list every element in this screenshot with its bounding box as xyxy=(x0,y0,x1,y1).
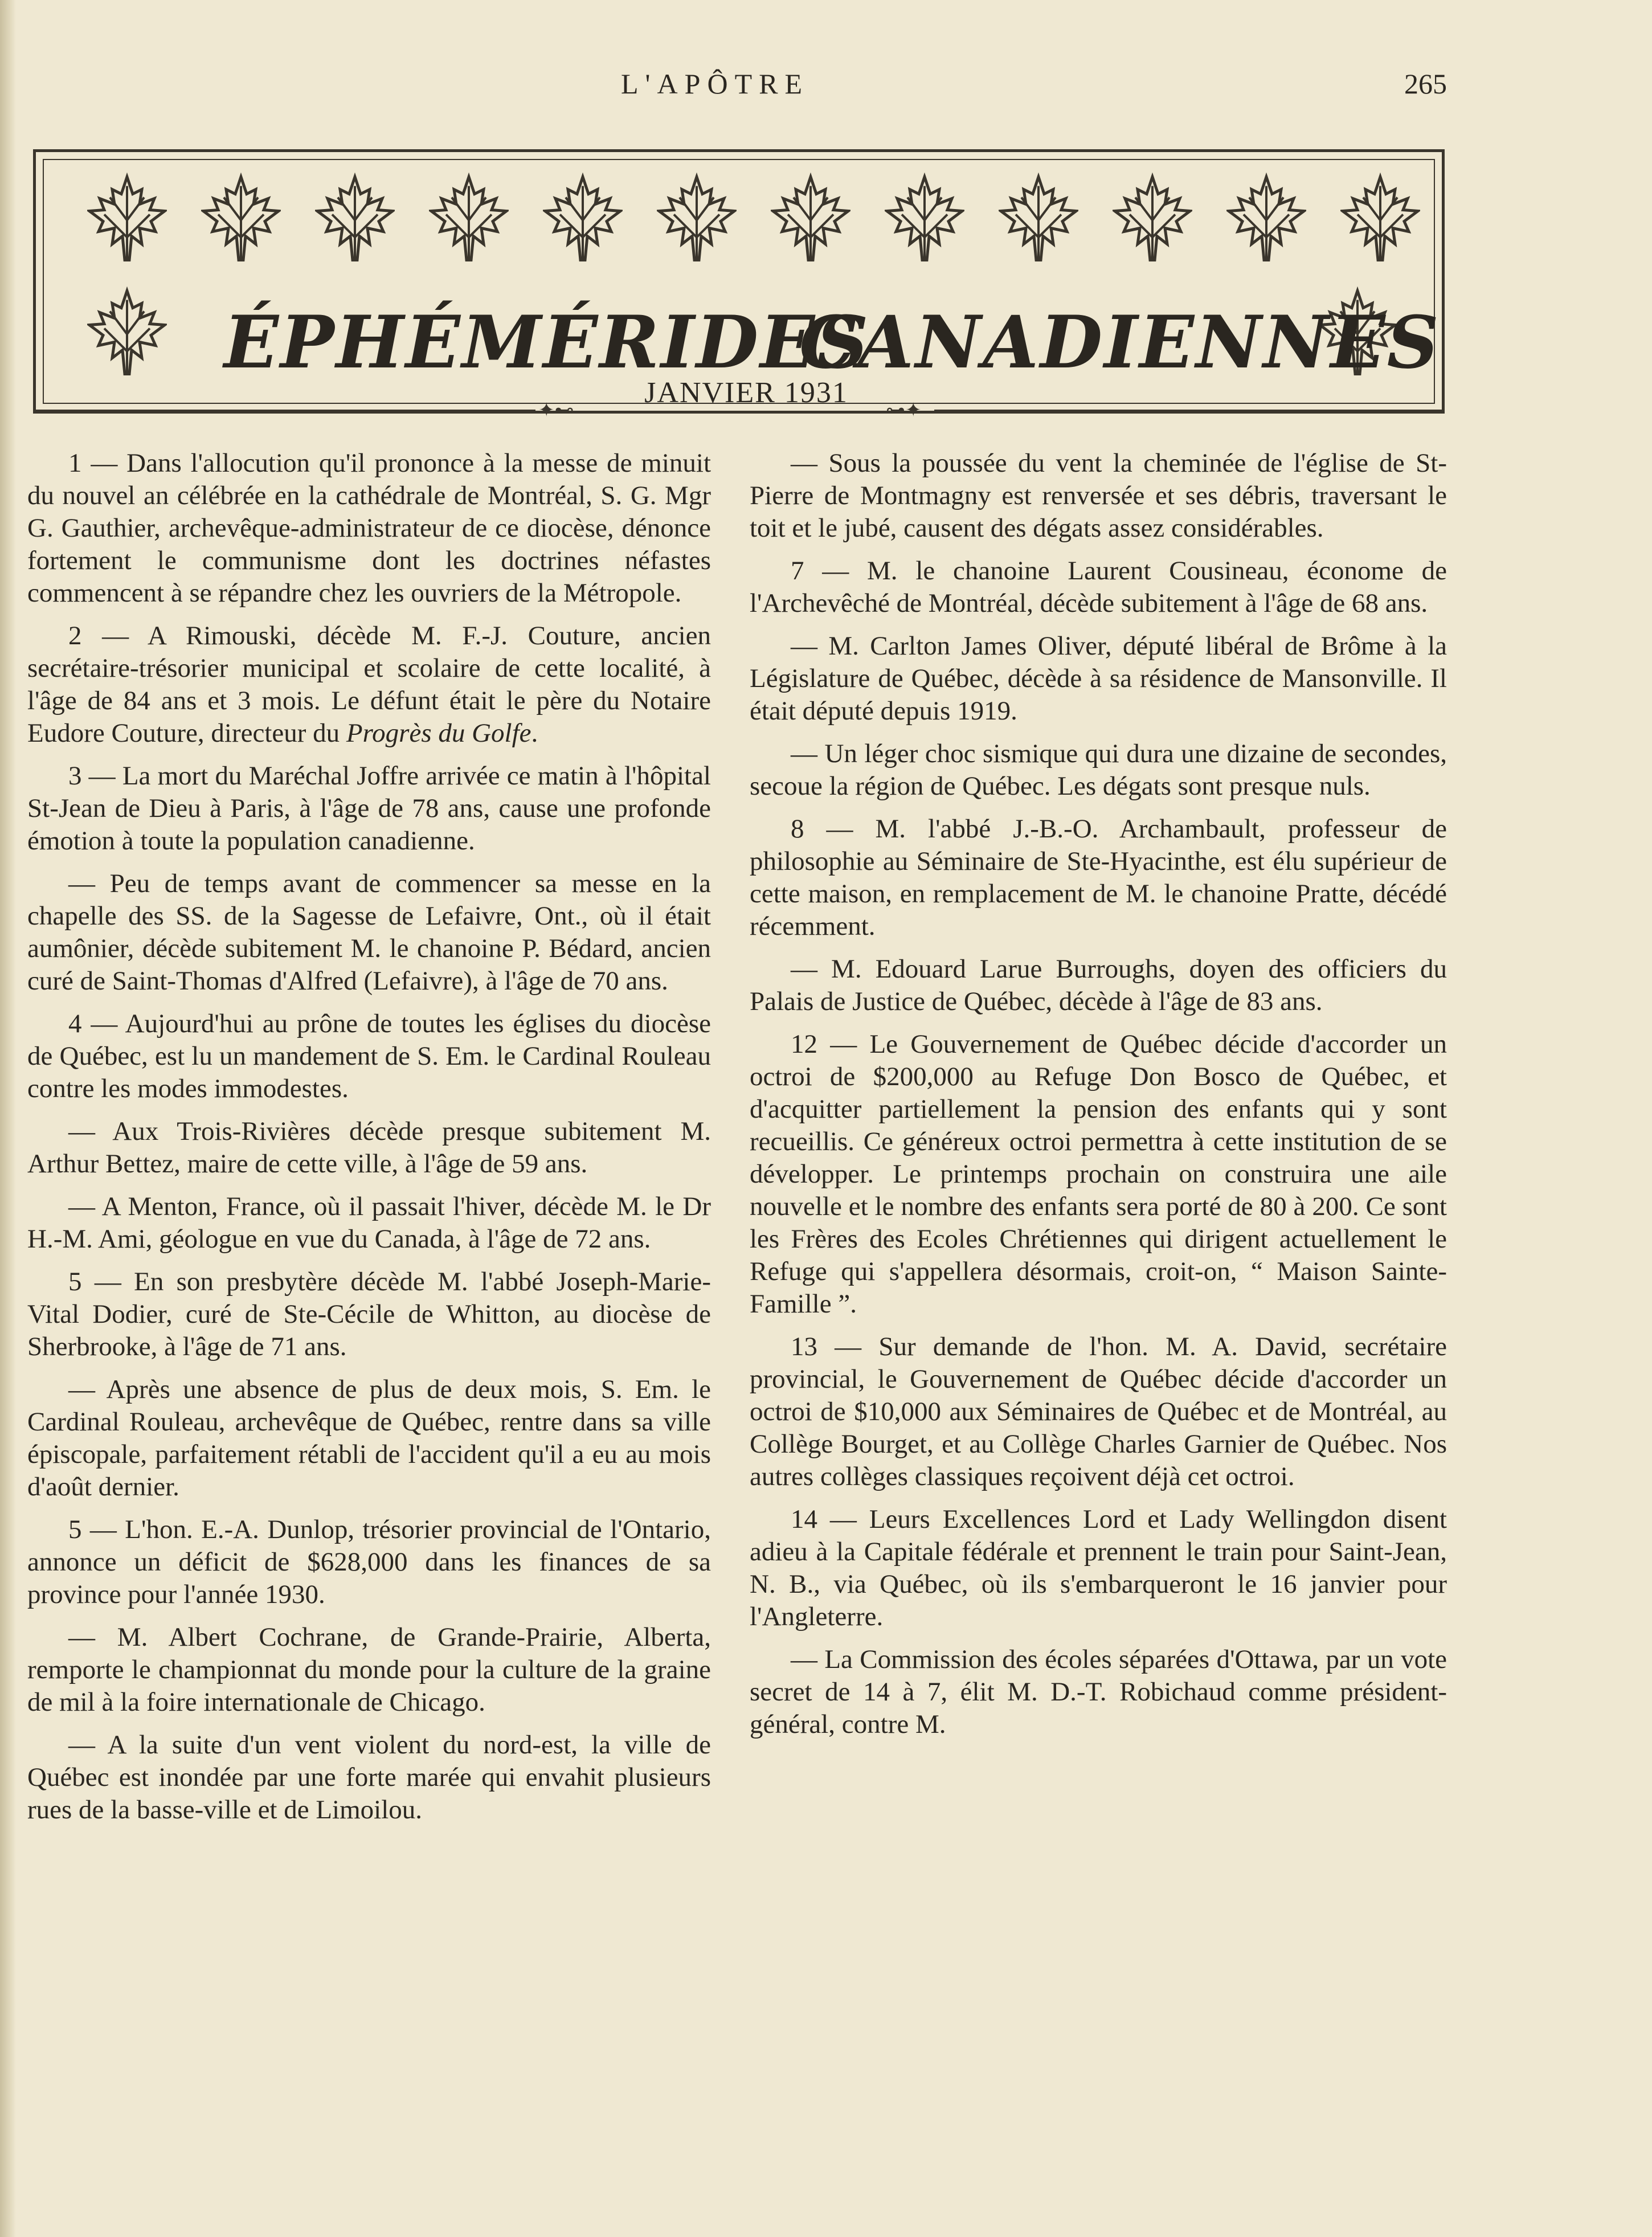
entry-paragraph: — Un léger choc sismique qui dura une dizaine de secondes, secoue la région de Québec. Les dégats sont presque nuls. xyxy=(750,739,1447,801)
entry-paragraph: 5 — L'hon. E.-A. Dunlop, trésorier provincial de l'Ontario, annonce un déficit de $628,000 dans les finances de sa province pour l'année 1930. xyxy=(27,1515,711,1609)
entry-paragraph: 8 — M. l'abbé J.-B.-O. Archambault, professeur de philosophie au Séminaire de Ste-Hyacinthe, est élu supérieur de cette maison, en remplacement de M. le chanoine Pratte, décédé récemment. xyxy=(750,814,1447,941)
publication-title: Progrès du Golfe xyxy=(346,718,531,748)
section-title-word-1: ÉPHÉMÉRIDES xyxy=(224,300,870,385)
section-title-word-2: CANADIENNES xyxy=(799,300,1441,385)
maple-leaf-icon xyxy=(87,284,167,381)
entry-paragraph: — Après une absence de plus de deux mois, S. Em. le Cardinal Rouleau, archevêque de Québec, rentre dans sa ville épiscopale, parfaitement rétabli de l'accident qu'il a eu au mois d'août dernier. xyxy=(27,1375,711,1502)
entry-paragraph: — La Commission des écoles séparées d'Ottawa, par un vote secret de 14 à 7, élit M. D.-T. Robichaud comme président-général, contre M. xyxy=(750,1645,1447,1739)
section-title xyxy=(224,300,1441,386)
right-column xyxy=(750,447,1447,1751)
maple-leaf-icon xyxy=(315,170,395,267)
entry-paragraph: — M. Edouard Larue Burroughs, doyen des officiers du Palais de Justice de Québec, décède à l'âge de 83 ans. xyxy=(750,954,1447,1016)
entry-text: 2 — A Rimouski, décède M. F.-J. Couture, ancien secrétaire-trésorier municipal et scolaire de cette localité, à l'âge de 84 ans et 3 mois. Le défunt était le père du Notaire Eudore Couture, directeur du xyxy=(27,621,711,748)
page-number: 265 xyxy=(1404,68,1447,100)
maple-leaf-icon xyxy=(201,170,281,267)
date-rule-right xyxy=(934,410,1445,411)
issue-date: JANVIER 1931 xyxy=(644,377,848,409)
entry-paragraph: — A la suite d'un vent violent du nord-est, la ville de Québec est inondée par une forte marée qui envahit plusieurs rues de la basse-ville et de Limoilou. xyxy=(27,1730,711,1825)
left-column xyxy=(27,447,711,1837)
page-binding-edge xyxy=(0,0,16,2237)
maple-leaf-icon xyxy=(429,170,509,267)
maple-leaf-row xyxy=(36,152,1447,289)
maple-leaf-icon xyxy=(999,170,1078,267)
entry-paragraph: 1 — Dans l'allocution qu'il prononce à la messe de minuit du nouvel an célébrée en la cathédrale de Montréal, S. G. Mgr G. Gauthier, archevêque-administrateur de ce diocèse, dénonce fortement le communisme dont les doctrines néfastes commencent à se répandre chez les ouvriers de la Métropole. xyxy=(27,448,711,608)
maple-leaf-icon xyxy=(87,170,167,267)
maple-leaf-icon xyxy=(885,170,964,267)
running-header xyxy=(0,67,1652,107)
maple-leaf-icon xyxy=(771,170,850,267)
maple-leaf-icon xyxy=(1113,170,1192,267)
entry-paragraph: 14 — Leurs Excellences Lord et Lady Wellingdon disent adieu à la Capitale fédérale et prennent le train pour Saint-Jean, N. B., via Québec, où ils s'embarqueront le 16 janvier pour l'Angleterre. xyxy=(750,1504,1447,1631)
entry-paragraph: 5 — En son presbytère décède M. l'abbé Joseph-Marie-Vital Dodier, curé de Ste-Cécile de Whitton, au diocèse de Sherbrooke, à l'âge de 71 ans. xyxy=(27,1267,711,1361)
section-banner xyxy=(33,149,1445,414)
entry-paragraph: — M. Carlton James Oliver, député libéral de Brôme à la Législature de Québec, décède à sa résidence de Mansonville. Il était député depuis 1919. xyxy=(750,631,1447,726)
entry-paragraph: 13 — Sur demande de l'hon. M. A. David, secrétaire provincial, le Gouvernement de Québec décide d'accorder un octroi de $10,000 aux Séminaires de Québec et de Montréal, au Collège Bourget, et au Collège Charles Garnier de Québec. Nos autres collèges classiques reçoivent déjà cet octroi. xyxy=(750,1332,1447,1491)
maple-leaf-icon xyxy=(1340,170,1420,267)
maple-leaf-icon xyxy=(543,170,623,267)
ornament-right-icon: ⊶✦ xyxy=(886,400,922,421)
entry-paragraph: — A Menton, France, où il passait l'hiver, décède M. le Dr H.-M. Ami, géologue en vue du Canada, à l'âge de 72 ans. xyxy=(27,1192,711,1254)
maple-leaf-icon xyxy=(1226,170,1306,267)
date-rule-left xyxy=(34,410,535,411)
running-title: L'APÔTRE xyxy=(621,68,809,100)
entry-paragraph: — Aux Trois-Rivières décède presque subitement M. Arthur Bettez, maire de cette ville, à l'âge de 59 ans. xyxy=(27,1117,711,1179)
maple-leaf-icon xyxy=(657,170,737,267)
entry-paragraph: — M. Albert Cochrane, de Grande-Prairie, Alberta, remporte le championnat du monde pour la culture de la graine de mil à la foire internationale de Chicago. xyxy=(27,1622,711,1717)
entry-paragraph: 3 — La mort du Maréchal Joffre arrivée ce matin à l'hôpital St-Jean de Dieu à Paris, à l'âge de 78 ans, cause une profonde émotion à toute la population canadienne. xyxy=(27,761,711,856)
entry-paragraph: — Sous la poussée du vent la cheminée de l'église de St-Pierre de Montmagny est renversée et ses débris, traversant le toit et le jubé, causent des dégats assez considérables. xyxy=(750,448,1447,543)
entry-paragraph: 7 — M. le chanoine Laurent Cousineau, économe de l'Archevêché de Montréal, décède subitement à l'âge de 68 ans. xyxy=(750,556,1447,618)
entry-paragraph: 4 — Aujourd'hui au prône de toutes les églises du diocèse de Québec, est lu un mandement de S. Em. le Cardinal Rouleau contre les modes immodestes. xyxy=(27,1009,711,1103)
entry-paragraph: 12 — Le Gouvernement de Québec décide d'accorder un octroi de $200,000 au Refuge Don Bosco de Québec, et d'acquitter partiellement la pension des enfants qui y sont recueillis. Ce généreux octroi permettra à cette institution de se développer. Le printemps prochain on construira une aile nouvelle et le nombre des enfants sera porté de 80 à 200. Ce sont les Frères des Ecoles Chrétiennes qui dirigent actuellement le Refuge qui s'appellera désormais, croit-on, “ Maison Sainte-Famille ”. xyxy=(750,1029,1447,1319)
entry-text-end: . xyxy=(531,718,538,748)
entry-paragraph xyxy=(27,620,711,750)
ornament-left-icon: ✦⊷ xyxy=(538,400,574,421)
entry-paragraph: — Peu de temps avant de commencer sa messe en la chapelle des SS. de la Sagesse de Lefaivre, Ont., où il était aumônier, décède subitement M. le chanoine P. Bédard, ancien curé de Saint-Thomas d'Alfred (Lefaivre), à l'âge de 70 ans. xyxy=(27,869,711,996)
